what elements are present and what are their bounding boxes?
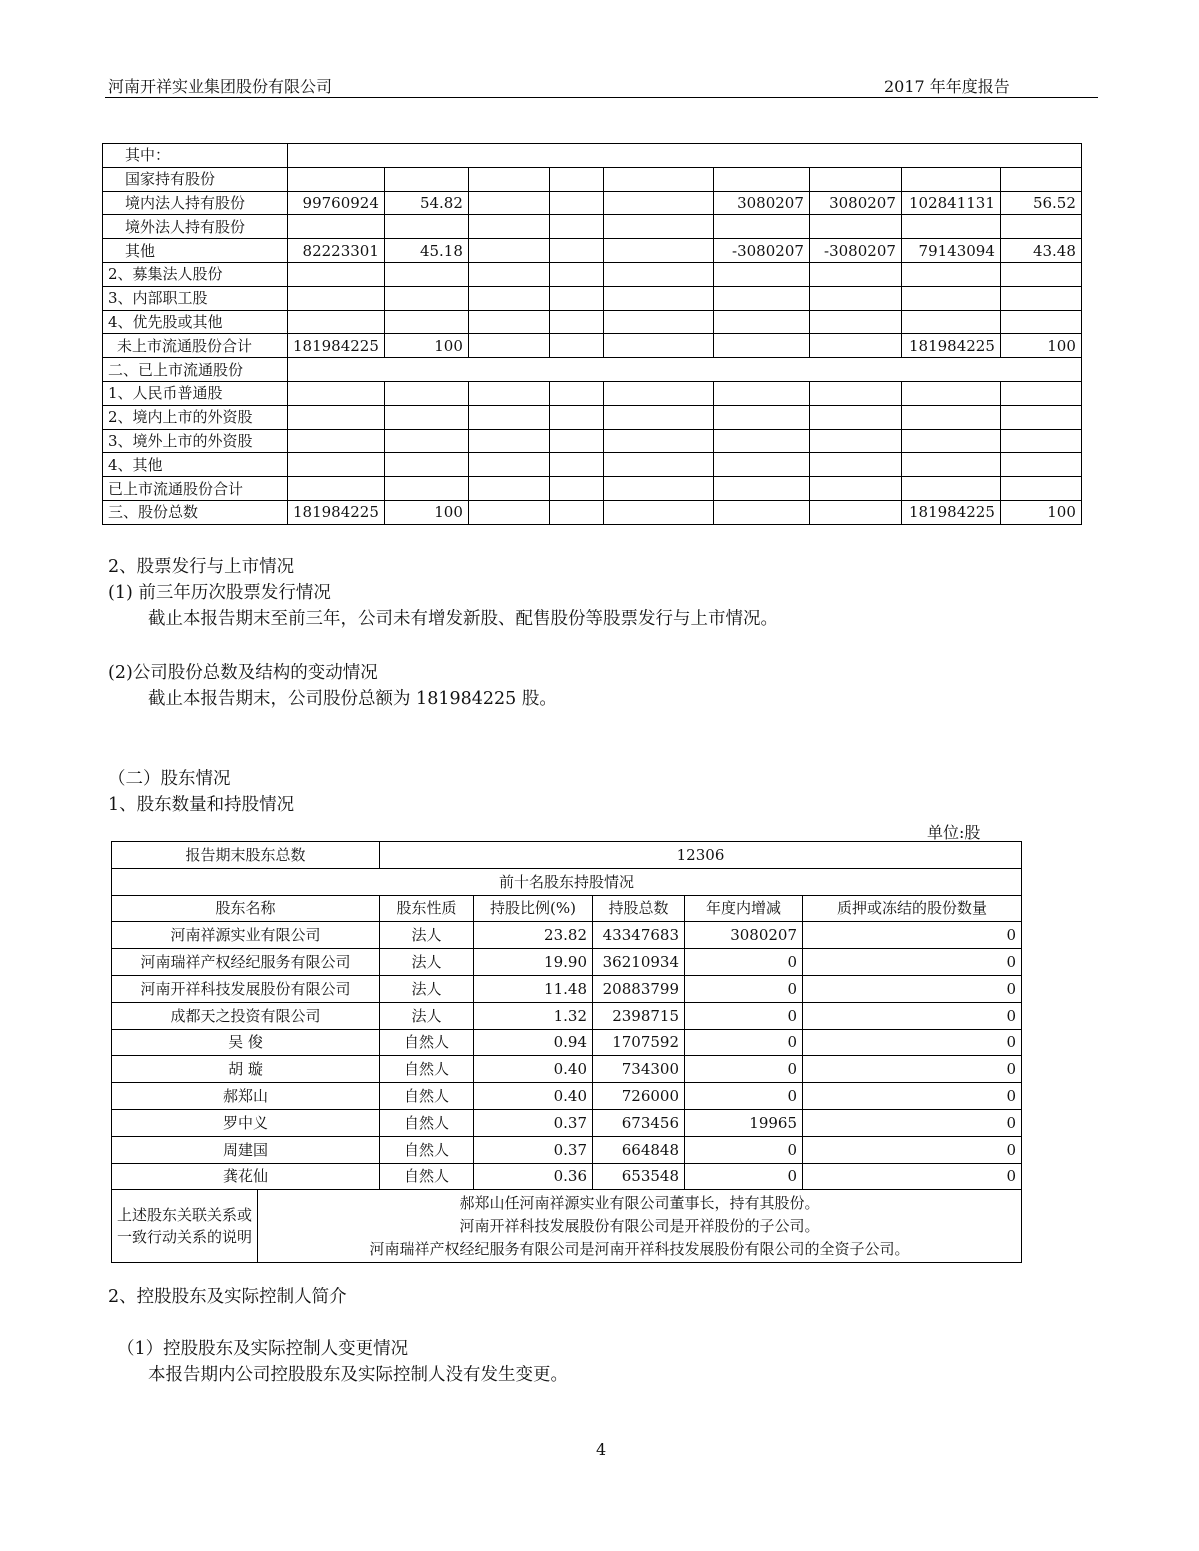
control-section-title: 2、控股股东及实际控制人简介	[108, 1287, 347, 1307]
page-number: 4	[596, 1440, 607, 1459]
share-cell	[901, 262, 1000, 286]
share-cell	[1000, 286, 1081, 310]
holder-row	[112, 1136, 1022, 1163]
share-cell: 181984225	[288, 500, 385, 524]
share-cell	[809, 262, 901, 286]
share-cell	[288, 167, 385, 191]
share-cell: 100	[1000, 500, 1081, 524]
issue-sub2-text: 截止本报告期末，公司股份总额为 181984225 股。	[148, 689, 557, 709]
share-cell	[549, 239, 603, 263]
share-cell	[384, 381, 468, 405]
share-cell: 43.48	[1000, 239, 1081, 263]
share-cell	[384, 310, 468, 334]
share-row-label: 三、股份总数	[103, 500, 288, 524]
holder-cell: 0	[803, 949, 1022, 976]
holder-name: 河南祥源实业有限公司	[112, 922, 380, 949]
share-cell	[468, 477, 549, 501]
share-cell	[384, 262, 468, 286]
holder-name: 成都天之投资有限公司	[112, 1002, 380, 1029]
header-rule	[105, 97, 1098, 98]
share-cell	[901, 477, 1000, 501]
holder-cell: 43347683	[593, 922, 685, 949]
holder-row	[112, 975, 1022, 1002]
col-header-ratio: 持股比例(%)	[474, 895, 593, 922]
share-cell	[1000, 405, 1081, 429]
share-cell: 100	[384, 334, 468, 358]
holder-cell: 自然人	[380, 1136, 474, 1163]
share-cell	[468, 286, 549, 310]
share-cell	[384, 429, 468, 453]
share-cell: -3080207	[713, 239, 809, 263]
holder-row	[112, 1029, 1022, 1056]
share-cell	[713, 477, 809, 501]
share-row-label: 已上市流通股份合计	[103, 477, 288, 501]
holder-name: 吴 俊	[112, 1029, 380, 1056]
col-header-change: 年度内增减	[685, 895, 803, 922]
holder-name: 罗中义	[112, 1109, 380, 1136]
share-cell	[549, 262, 603, 286]
share-cell	[468, 405, 549, 429]
share-row	[103, 405, 1082, 429]
share-row-label: 二、已上市流通股份	[103, 358, 288, 382]
holder-name: 胡 璇	[112, 1056, 380, 1083]
share-row	[103, 310, 1082, 334]
total-holders-row	[112, 842, 1022, 869]
holder-cell: 0	[803, 1056, 1022, 1083]
share-cell	[901, 429, 1000, 453]
holder-cell: 法人	[380, 1002, 474, 1029]
holder-cell: 0.40	[474, 1056, 593, 1083]
share-cell	[288, 310, 385, 334]
issue-sub1-text: 截止本报告期末至前三年，公司未有增发新股、配售股份等股票发行与上市情况。	[148, 609, 778, 629]
share-cell	[1000, 477, 1081, 501]
share-cell	[384, 477, 468, 501]
share-cell	[809, 310, 901, 334]
holder-cell: 0.37	[474, 1109, 593, 1136]
share-cell	[468, 334, 549, 358]
holder-cell: 0	[685, 1083, 803, 1110]
holder-cell: 0	[685, 1163, 803, 1190]
share-row-span-cell	[288, 358, 1082, 382]
holder-cell: 11.48	[474, 975, 593, 1002]
holder-cell: 0	[685, 949, 803, 976]
control-sub-text: 本报告期内公司控股股东及实际控制人没有发生变更。	[148, 1365, 568, 1385]
share-row-label: 境内法人持有股份	[103, 191, 288, 215]
holder-cell: 3080207	[685, 922, 803, 949]
holder-row	[112, 1083, 1022, 1110]
share-cell	[549, 429, 603, 453]
share-row-label: 境外法人持有股份	[103, 215, 288, 239]
share-cell	[901, 215, 1000, 239]
share-row-label: 2、募集法人股份	[103, 262, 288, 286]
holder-cell: 2398715	[593, 1002, 685, 1029]
share-row	[103, 144, 1082, 168]
share-cell	[468, 262, 549, 286]
share-cell: 56.52	[1000, 191, 1081, 215]
share-cell	[603, 381, 713, 405]
holder-cell: 19965	[685, 1109, 803, 1136]
holder-name: 周建国	[112, 1136, 380, 1163]
holder-cell: 自然人	[380, 1056, 474, 1083]
holder-cell: 36210934	[593, 949, 685, 976]
share-row	[103, 477, 1082, 501]
holder-row	[112, 922, 1022, 949]
share-cell	[603, 453, 713, 477]
holder-cell: 法人	[380, 975, 474, 1002]
holder-cell: 自然人	[380, 1083, 474, 1110]
holder-cell: 19.90	[474, 949, 593, 976]
share-cell	[468, 381, 549, 405]
total-holders-value: 12306	[380, 842, 1022, 869]
share-cell	[713, 381, 809, 405]
share-cell	[713, 429, 809, 453]
holder-cell: 0	[685, 1136, 803, 1163]
share-row-label: 3、境外上市的外资股	[103, 429, 288, 453]
share-row	[103, 453, 1082, 477]
holder-cell: 653548	[593, 1163, 685, 1190]
share-cell	[549, 310, 603, 334]
share-cell	[603, 286, 713, 310]
share-cell	[603, 429, 713, 453]
share-cell	[713, 167, 809, 191]
holder-cell: 0	[803, 1029, 1022, 1056]
share-cell	[288, 381, 385, 405]
holder-row	[112, 1056, 1022, 1083]
share-cell	[809, 167, 901, 191]
holder-cell: 0	[803, 975, 1022, 1002]
header-report-title: 2017 年年度报告	[884, 77, 1010, 96]
share-cell	[549, 191, 603, 215]
share-cell	[809, 334, 901, 358]
holder-cell: 0.37	[474, 1136, 593, 1163]
share-row	[103, 191, 1082, 215]
holder-cell: 0	[685, 1029, 803, 1056]
share-cell: 100	[384, 500, 468, 524]
holder-name: 郝郑山	[112, 1083, 380, 1110]
relationship-note-line: 河南瑞祥产权经纪服务有限公司是河南开祥科技发展股份有限公司的全资子公司。	[369, 1239, 910, 1258]
share-cell	[713, 405, 809, 429]
share-cell	[468, 191, 549, 215]
holder-cell: 0	[685, 1002, 803, 1029]
relationship-note-content	[258, 1190, 1022, 1263]
holders-section-title: （二）股东情况	[108, 769, 231, 789]
col-header-pledged: 质押或冻结的股份数量	[803, 895, 1022, 922]
share-row-label: 国家持有股份	[103, 167, 288, 191]
share-cell	[603, 262, 713, 286]
share-cell	[549, 500, 603, 524]
share-cell	[809, 500, 901, 524]
share-cell	[549, 286, 603, 310]
share-cell	[288, 477, 385, 501]
share-cell: 45.18	[384, 239, 468, 263]
share-cell	[549, 334, 603, 358]
share-row	[103, 358, 1082, 382]
share-cell	[809, 215, 901, 239]
share-cell	[901, 167, 1000, 191]
share-row	[103, 239, 1082, 263]
share-cell	[901, 453, 1000, 477]
share-cell	[468, 215, 549, 239]
share-row	[103, 215, 1082, 239]
holder-cell: 1.32	[474, 1002, 593, 1029]
unit-label: 单位:股	[927, 823, 981, 842]
share-cell	[603, 215, 713, 239]
share-structure-table	[102, 143, 1082, 525]
share-cell	[1000, 310, 1081, 334]
share-cell	[384, 405, 468, 429]
share-cell: 3080207	[713, 191, 809, 215]
header-company: 河南开祥实业集团股份有限公司	[108, 77, 333, 96]
holder-row	[112, 1109, 1022, 1136]
share-cell: 79143094	[901, 239, 1000, 263]
share-cell	[713, 262, 809, 286]
holder-name: 河南瑞祥产权经纪服务有限公司	[112, 949, 380, 976]
holder-cell: 法人	[380, 922, 474, 949]
holder-cell: 0	[685, 975, 803, 1002]
share-cell: 99760924	[288, 191, 385, 215]
share-row-label: 2、境内上市的外资股	[103, 405, 288, 429]
share-cell	[603, 405, 713, 429]
share-cell	[603, 239, 713, 263]
share-cell: 54.82	[384, 191, 468, 215]
holder-row	[112, 1163, 1022, 1190]
share-cell	[288, 262, 385, 286]
share-cell	[288, 405, 385, 429]
share-cell	[713, 310, 809, 334]
share-cell	[603, 500, 713, 524]
share-cell	[809, 286, 901, 310]
share-cell	[901, 405, 1000, 429]
share-cell	[288, 215, 385, 239]
holder-cell: 0	[803, 1109, 1022, 1136]
share-cell	[549, 381, 603, 405]
holder-name: 龚花仙	[112, 1163, 380, 1190]
share-cell	[549, 167, 603, 191]
share-row-label: 3、内部职工股	[103, 286, 288, 310]
share-cell: 181984225	[901, 334, 1000, 358]
holder-cell: 0	[803, 1002, 1022, 1029]
share-cell	[468, 310, 549, 334]
share-row	[103, 381, 1082, 405]
share-cell	[1000, 381, 1081, 405]
share-cell: 181984225	[901, 500, 1000, 524]
share-cell	[1000, 215, 1081, 239]
share-cell: 102841131	[901, 191, 1000, 215]
holder-cell: 自然人	[380, 1109, 474, 1136]
share-row-label: 1、人民币普通股	[103, 381, 288, 405]
share-cell	[549, 215, 603, 239]
holder-cell: 0.40	[474, 1083, 593, 1110]
share-cell: 3080207	[809, 191, 901, 215]
share-cell	[1000, 262, 1081, 286]
share-cell	[1000, 429, 1081, 453]
share-cell	[288, 453, 385, 477]
issue-sub2-title: (2)公司股份总数及结构的变动情况	[108, 663, 378, 683]
holder-row	[112, 1002, 1022, 1029]
share-cell	[809, 477, 901, 501]
share-cell: 181984225	[288, 334, 385, 358]
share-row-label: 其中：	[103, 144, 288, 168]
relationship-note-line: 郝郑山任河南祥源实业有限公司董事长，持有其股份。	[459, 1193, 820, 1212]
share-cell	[468, 500, 549, 524]
share-cell	[384, 453, 468, 477]
share-cell	[713, 453, 809, 477]
share-row-label: 4、其他	[103, 453, 288, 477]
holder-cell: 0	[803, 1136, 1022, 1163]
holder-row	[112, 949, 1022, 976]
relationship-note-line: 河南开祥科技发展股份有限公司是开祥股份的子公司。	[459, 1216, 820, 1235]
holder-cell: 673456	[593, 1109, 685, 1136]
share-row-label: 其他	[103, 239, 288, 263]
share-cell	[809, 381, 901, 405]
relationship-note-row	[112, 1190, 1022, 1263]
holder-cell: 0	[803, 1163, 1022, 1190]
share-cell	[468, 167, 549, 191]
share-cell	[549, 405, 603, 429]
holder-cell: 0.94	[474, 1029, 593, 1056]
issue-sub1-title: (1) 前三年历次股票发行情况	[108, 583, 331, 603]
top10-title: 前十名股东持股情况	[112, 868, 1022, 895]
share-cell	[549, 453, 603, 477]
share-row	[103, 262, 1082, 286]
share-cell	[603, 477, 713, 501]
share-row-label: 4、优先股或其他	[103, 310, 288, 334]
share-cell	[468, 429, 549, 453]
holder-cell: 自然人	[380, 1029, 474, 1056]
share-cell	[603, 310, 713, 334]
share-cell	[809, 405, 901, 429]
share-row-span-cell	[288, 144, 1082, 168]
share-cell	[603, 167, 713, 191]
holder-cell: 726000	[593, 1083, 685, 1110]
share-cell	[1000, 167, 1081, 191]
relationship-note-label: 上述股东关联关系或一致行动关系的说明	[112, 1190, 258, 1263]
holder-cell: 734300	[593, 1056, 685, 1083]
share-cell	[384, 167, 468, 191]
col-header-name: 股东名称	[112, 895, 380, 922]
share-cell	[549, 477, 603, 501]
share-cell: 82223301	[288, 239, 385, 263]
share-cell	[288, 286, 385, 310]
holder-cell: 23.82	[474, 922, 593, 949]
holder-cell: 法人	[380, 949, 474, 976]
share-row	[103, 429, 1082, 453]
share-row	[103, 286, 1082, 310]
share-cell	[384, 215, 468, 239]
share-cell	[809, 429, 901, 453]
col-header-type: 股东性质	[380, 895, 474, 922]
share-cell	[468, 239, 549, 263]
share-cell	[901, 381, 1000, 405]
col-header-total: 持股总数	[593, 895, 685, 922]
share-cell	[713, 215, 809, 239]
holder-cell: 自然人	[380, 1163, 474, 1190]
holder-cell: 0	[803, 922, 1022, 949]
holder-cell: 1707592	[593, 1029, 685, 1056]
holder-cell: 20883799	[593, 975, 685, 1002]
holder-name: 河南开祥科技发展股份有限公司	[112, 975, 380, 1002]
share-row	[103, 334, 1082, 358]
share-cell	[603, 334, 713, 358]
share-cell	[713, 286, 809, 310]
share-cell: 100	[1000, 334, 1081, 358]
holder-header-row	[112, 895, 1022, 922]
share-row	[103, 500, 1082, 524]
share-cell	[603, 191, 713, 215]
holder-cell: 0	[803, 1083, 1022, 1110]
shareholder-table	[111, 841, 1022, 1263]
share-row	[103, 167, 1082, 191]
share-cell	[713, 334, 809, 358]
issue-section-title: 2、股票发行与上市情况	[108, 557, 295, 577]
holder-cell: 0	[685, 1056, 803, 1083]
holder-cell: 0.36	[474, 1163, 593, 1190]
share-cell	[901, 310, 1000, 334]
total-holders-label: 报告期末股东总数	[112, 842, 380, 869]
top10-title-row	[112, 868, 1022, 895]
share-cell	[809, 453, 901, 477]
share-cell	[1000, 453, 1081, 477]
share-cell: -3080207	[809, 239, 901, 263]
share-row-label: 未上市流通股份合计	[103, 334, 288, 358]
share-cell	[288, 429, 385, 453]
share-cell	[468, 453, 549, 477]
share-cell	[713, 500, 809, 524]
holder-cell: 664848	[593, 1136, 685, 1163]
holders-subtitle: 1、股东数量和持股情况	[108, 795, 295, 815]
share-cell	[384, 286, 468, 310]
share-cell	[901, 286, 1000, 310]
control-sub-title: （1）控股股东及实际控制人变更情况	[117, 1339, 409, 1359]
